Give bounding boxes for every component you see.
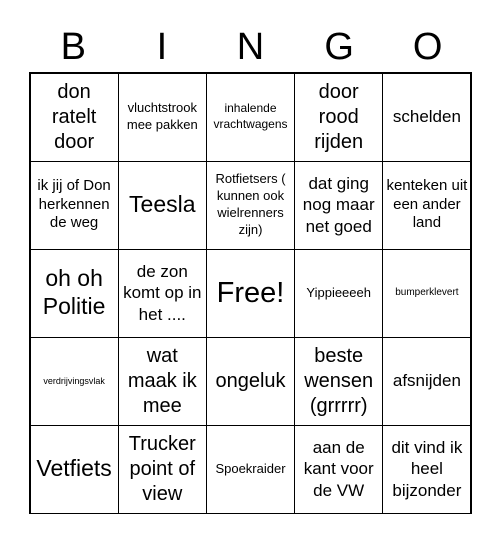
bingo-cell[interactable]: aan de kant voor de VW [294,425,383,514]
bingo-cell[interactable]: verdrijvingsvlak [30,337,119,426]
bingo-cell[interactable]: Spoekraider [206,425,295,514]
bingo-cell-free[interactable]: Free! [206,249,295,338]
bingo-cell[interactable]: dat ging nog maar net goed [294,161,383,250]
bingo-cell[interactable]: de zon komt op in het .... [118,249,207,338]
bingo-cell[interactable]: Vetfiets [30,425,119,514]
bingo-cell[interactable]: dit vind ik heel bijzonder [382,425,471,514]
bingo-cell[interactable]: Teesla [118,161,207,250]
bingo-cell[interactable]: don ratelt door [30,73,119,162]
bingo-cell[interactable]: wat maak ik mee [118,337,207,426]
bingo-cell[interactable]: Rotfietsers ( kunnen ook wielrenners zijn) [206,161,295,250]
header-letter-i: I [156,26,168,68]
bingo-cell[interactable]: oh oh Politie [30,249,119,338]
header-letter-g: G [324,26,354,68]
bingo-cell[interactable]: vluchtstrook mee pakken [118,73,207,162]
bingo-card [29,72,472,514]
bingo-cell[interactable]: ik jij of Don herkennen de weg [30,161,119,250]
bingo-cell[interactable]: Yippieeeeh [294,249,383,338]
bingo-cell[interactable]: afsnijden [382,337,471,426]
bingo-cell[interactable]: beste wensen (grrrrr) [294,337,383,426]
bingo-cell[interactable]: bumperklevert [382,249,471,338]
bingo-header [29,22,472,72]
bingo-cell[interactable]: inhalende vrachtwagens [206,73,295,162]
header-letter-o: O [412,26,443,68]
header-letter-n: N [236,26,265,68]
bingo-cell[interactable]: door rood rijden [294,73,383,162]
bingo-cell[interactable]: ongeluk [206,337,295,426]
header-letter-b: B [60,26,86,68]
bingo-cell[interactable]: Trucker point of view [118,425,207,514]
bingo-cell[interactable]: kenteken uit een ander land [382,161,471,250]
bingo-cell[interactable]: schelden [382,73,471,162]
